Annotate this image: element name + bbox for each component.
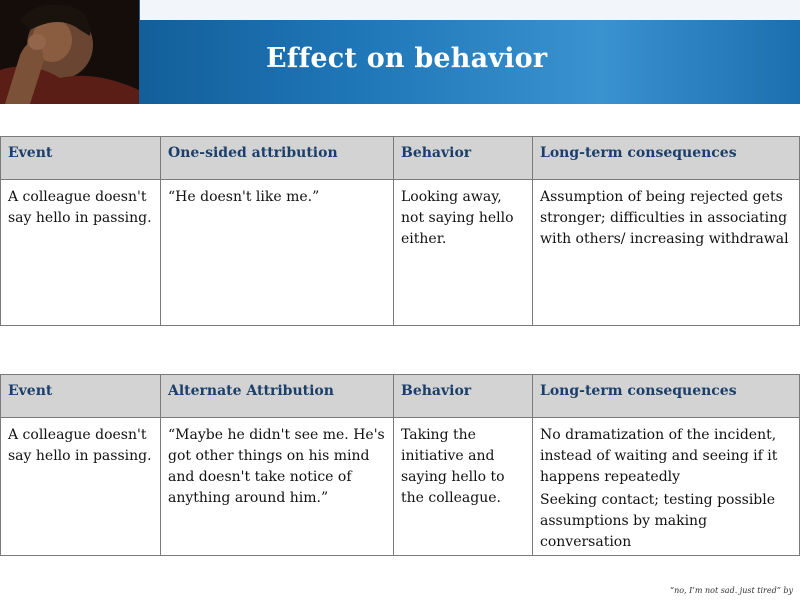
table-header-row: [1, 137, 800, 180]
header-cell-event: Event: [1, 375, 161, 418]
header-cell-behavior: Behavior: [394, 375, 533, 418]
cell-attribution: “He doesn't like me.”: [161, 180, 394, 326]
header-cell-attribution: One-sided attribution: [161, 137, 394, 180]
consequence-text: No dramatization of the incident, instead of waiting and seeing if it happens repeatedly: [540, 427, 778, 485]
header-top-strip: [140, 0, 800, 20]
table-row: [1, 180, 800, 326]
cell-event: A colleague doesn't say hello in passing.: [1, 418, 161, 556]
cell-consequences: Assumption of being rejected gets stronger; difficulties in associating with others/ increasing withdrawal: [533, 180, 800, 326]
header-cell-attribution: Alternate Attribution: [161, 375, 394, 418]
one-sided-attribution-table: [0, 136, 800, 326]
cell-behavior: Taking the initiative and saying hello to the colleague.: [394, 418, 533, 556]
photo-credit: “no, I’m not sad. just tired” by: [670, 586, 794, 595]
header-cell-consequences: Long-term consequences: [533, 137, 800, 180]
alternate-attribution-table: [0, 374, 800, 556]
consequence-extra-text: Seeking contact; testing possible assumptions by making conversation: [540, 492, 776, 550]
header-cell-consequences: Long-term consequences: [533, 375, 800, 418]
header-cell-event: Event: [1, 137, 161, 180]
table-header-row: [1, 375, 800, 418]
sad-man-photo-icon: [0, 0, 139, 104]
cell-consequences: [533, 418, 800, 556]
cell-behavior: Looking away, not saying hello either.: [394, 180, 533, 326]
slide-title: Effect on behavior: [266, 43, 548, 74]
header-cell-behavior: Behavior: [394, 137, 533, 180]
cell-attribution: “Maybe he didn't see me. He's got other things on his mind and doesn't take notice of anything around him.”: [161, 418, 394, 556]
cell-event: A colleague doesn't say hello in passing.: [1, 180, 161, 326]
table-row: [1, 418, 800, 556]
